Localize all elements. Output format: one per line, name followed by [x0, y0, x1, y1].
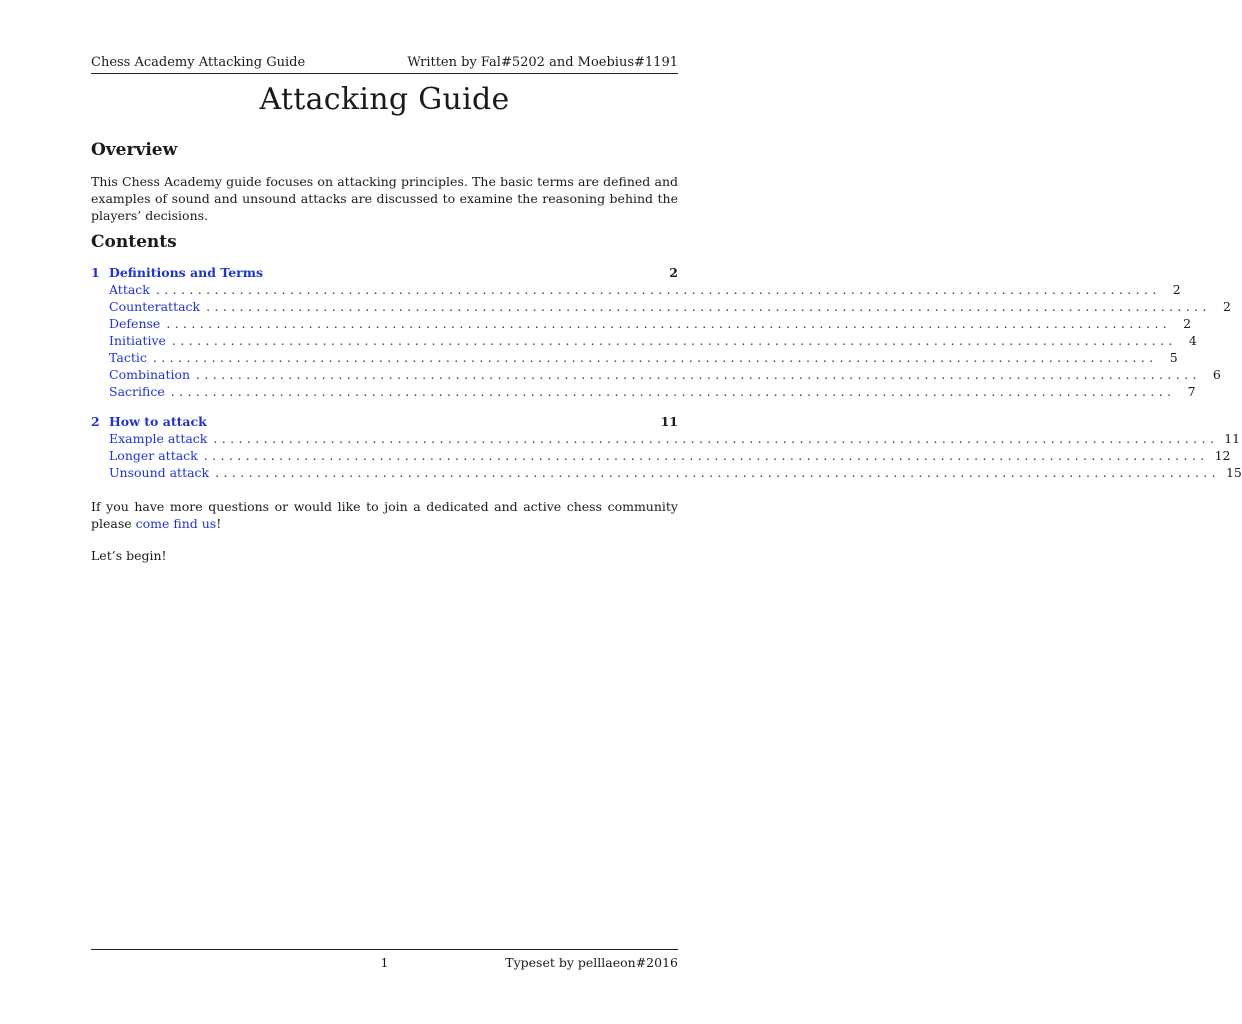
toc-section-page: 11 [660, 414, 678, 429]
toc-entry-counterattack[interactable] [91, 298, 1231, 315]
toc-entry-page: 4 [1188, 333, 1197, 348]
toc-leader-dots: ........................................................................................................................ [155, 282, 1161, 297]
toc-entry-label: Counterattack [109, 299, 201, 314]
document-title: Attacking Guide [259, 82, 510, 117]
toc-section-how-to-attack[interactable] [91, 413, 678, 430]
toc-section-number: 2 [91, 414, 100, 429]
toc-entry-defense[interactable] [91, 315, 1192, 332]
toc-leader-dots: ........................................................................................................................ [196, 367, 1201, 382]
toc-entry-label: Unsound attack [109, 465, 210, 480]
toc-entry-label: Example attack [109, 431, 208, 446]
toc-leader-dots: ........................................................................................................................ [171, 333, 1177, 348]
overview-heading: Overview [91, 140, 178, 160]
toc-leader-dots: ........................................................................................................................ [213, 431, 1219, 446]
toc-leader-dots: ........................................................................................................................ [215, 465, 1220, 480]
running-header [91, 48, 678, 74]
toc-entry-page: 11 [1224, 431, 1241, 446]
community-text: If you have more questions or would like to join a dedicated and active chess community please [91, 499, 678, 531]
community-paragraph [91, 498, 678, 532]
toc-leader-dots: ........................................................................................................................ [152, 350, 1158, 365]
header-left: Chess Academy Attacking Guide [91, 55, 306, 70]
footer-rule [91, 949, 678, 950]
toc-leader-dots: ........................................................................................................................ [206, 299, 1211, 314]
toc-entry-page: 15 [1225, 465, 1242, 480]
toc-section-label: How to attack [109, 414, 207, 429]
toc-entry-example-attack[interactable] [91, 430, 1241, 447]
toc-entry-longer-attack[interactable] [91, 447, 1231, 464]
lets-begin-text: Let’s begin! [91, 548, 167, 563]
toc-spacer [91, 400, 678, 413]
table-of-contents [91, 264, 1242, 481]
toc-entry-tactic[interactable] [91, 349, 1178, 366]
toc-entry-label: Defense [109, 316, 161, 331]
toc-entry-attack[interactable] [91, 281, 1181, 298]
toc-entry-initiative[interactable] [91, 332, 1197, 349]
toc-leader-dots: ........................................................................................................................ [203, 448, 1209, 463]
toc-entry-page: 6 [1212, 367, 1221, 382]
toc-leader-dots: ........................................................................................................................ [166, 316, 1172, 331]
toc-section-definitions[interactable] [91, 264, 678, 281]
toc-entry-page: 12 [1214, 448, 1231, 463]
toc-entry-label: Combination [109, 367, 191, 382]
document-page [91, 0, 1242, 1024]
contents-heading: Contents [91, 232, 177, 252]
toc-entry-page: 5 [1169, 350, 1178, 365]
header-right: Written by Fal#5202 and Moebius#1191 [407, 55, 678, 70]
toc-section-page: 2 [669, 265, 678, 280]
come-find-us-link[interactable]: come find us [135, 516, 217, 531]
toc-entry-label: Tactic [109, 350, 147, 365]
overview-paragraph: This Chess Academy guide focuses on attacking principles. The basic terms are defined and examples of sound and unsound attacks are discussed to examine the reasoning behind the players’ decisions. [91, 174, 678, 223]
toc-entry-page: 7 [1187, 384, 1196, 399]
community-text-end: ! [216, 516, 222, 531]
toc-entry-unsound-attack[interactable] [91, 464, 1242, 481]
toc-entry-label: Initiative [109, 333, 166, 348]
typeset-credit: Typeset by pelllaeon#2016 [505, 955, 678, 970]
toc-entry-label: Longer attack [109, 448, 198, 463]
toc-entry-page: 2 [1183, 316, 1192, 331]
toc-leader-dots: ........................................................................................................................ [170, 384, 1176, 399]
toc-entry-sacrifice[interactable] [91, 383, 1196, 400]
toc-entry-combination[interactable] [91, 366, 1221, 383]
toc-section-number: 1 [91, 265, 100, 280]
page-number: 1 [380, 955, 389, 970]
toc-entry-label: Attack [109, 282, 150, 297]
toc-section-label: Definitions and Terms [109, 265, 264, 280]
toc-entry-page: 2 [1222, 299, 1231, 314]
toc-entry-label: Sacrifice [109, 384, 165, 399]
page-footer [91, 955, 678, 971]
toc-entry-page: 2 [1172, 282, 1181, 297]
